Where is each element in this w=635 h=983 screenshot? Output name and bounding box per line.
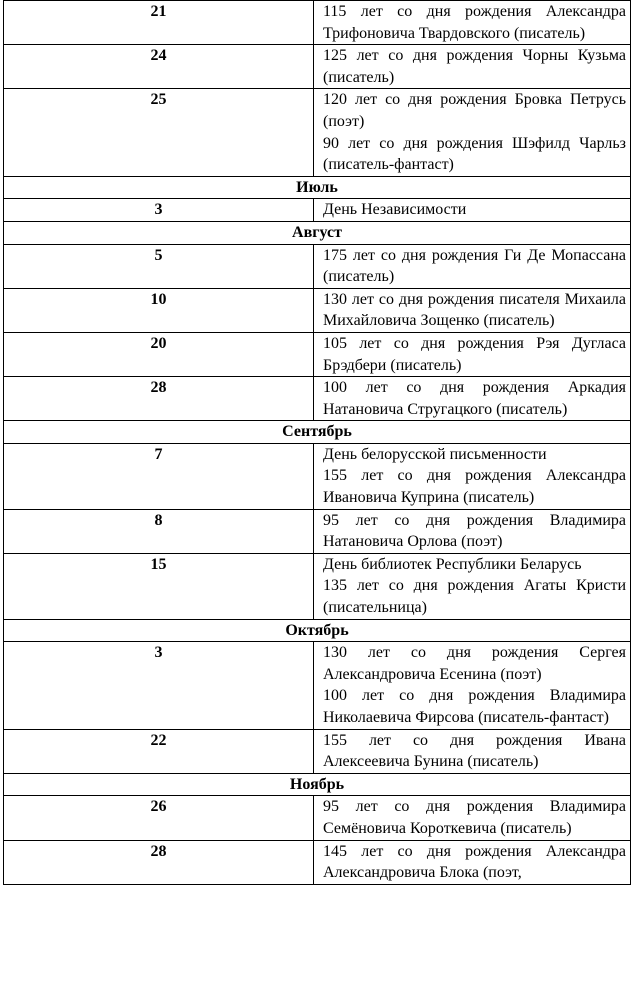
event-cell — [314, 89, 631, 176]
event-text: 115 лет со дня рождения Александра Трифоновича Твардовского (писатель) — [323, 3, 626, 42]
event-cell — [314, 199, 631, 222]
event-text: 175 лет со дня рождения Ги Де Мопассана (писатель) — [323, 246, 626, 286]
day-cell: 7 — [4, 443, 314, 509]
event-text: 90 лет со дня рождения Шэфилд Чарльз (писатель-фантаст) — [323, 134, 626, 174]
event-text: 95 лет со дня рождения Владимира Натановича Орлова (поэт) — [323, 511, 626, 551]
day-cell: 20 — [4, 332, 314, 376]
event-cell — [314, 45, 631, 89]
month-header-row — [4, 619, 631, 642]
event-text: 120 лет со дня рождения Бровка Петрусь (поэт) — [323, 91, 626, 130]
event-text: 145 лет со дня рождения Александра Александровича Блока (поэт, — [323, 842, 626, 882]
table-row — [4, 729, 631, 773]
event-cell — [314, 332, 631, 376]
table-row — [4, 443, 631, 509]
table-row — [4, 840, 631, 884]
day-cell: 28 — [4, 377, 314, 421]
table-row — [4, 332, 631, 376]
event-cell — [314, 244, 631, 288]
table-row — [4, 509, 631, 553]
event-cell — [314, 642, 631, 729]
event-cell — [314, 377, 631, 421]
event-cell — [314, 553, 631, 619]
month-header-row — [4, 176, 631, 199]
table-row — [4, 553, 631, 619]
event-cell — [314, 796, 631, 840]
event-text: День библиотек Республики Беларусь — [323, 555, 582, 573]
day-cell: 5 — [4, 244, 314, 288]
month-header-row — [4, 421, 631, 444]
event-cell — [314, 509, 631, 553]
table-row — [4, 288, 631, 332]
day-cell: 3 — [4, 199, 314, 222]
event-text: 100 лет со дня рождения Аркадия Натановича Стругацкого (писатель) — [323, 379, 626, 418]
day-cell: 3 — [4, 642, 314, 729]
day-cell: 8 — [4, 509, 314, 553]
event-cell — [314, 288, 631, 332]
day-cell: 15 — [4, 553, 314, 619]
event-text: 95 лет со дня рождения Владимира Семёновича Короткевича (писатель) — [323, 798, 626, 837]
event-text: 125 лет со дня рождения Чорны Кузьма (писатель) — [323, 47, 626, 86]
event-text: День белорусской письменности — [323, 445, 547, 463]
event-text: 100 лет со дня рождения Владимира Николаевича Фирсова (писатель-фантаст) — [323, 687, 626, 726]
month-header: Ноябрь — [4, 773, 631, 796]
anniversary-calendar-table — [3, 0, 631, 885]
table-row — [4, 377, 631, 421]
day-cell: 22 — [4, 729, 314, 773]
table-row — [4, 45, 631, 89]
event-text: День Независимости — [323, 201, 467, 219]
event-text: 105 лет со дня рождения Рэя Дугласа Брэдбери (писатель) — [323, 334, 626, 374]
event-cell — [314, 729, 631, 773]
month-header: Сентябрь — [4, 421, 631, 444]
day-cell: 26 — [4, 796, 314, 840]
event-text: 130 лет со дня рождения Сергея Александровича Есенина (поэт) — [323, 644, 626, 683]
table-row — [4, 796, 631, 840]
table-row — [4, 199, 631, 222]
month-header-row — [4, 221, 631, 244]
event-cell — [314, 443, 631, 509]
table-row — [4, 244, 631, 288]
month-header: Октябрь — [4, 619, 631, 642]
month-header: Июль — [4, 176, 631, 199]
event-text: 135 лет со дня рождения Агаты Кристи (писательница) — [323, 577, 626, 617]
table-row — [4, 642, 631, 729]
day-cell: 25 — [4, 89, 314, 176]
day-cell: 28 — [4, 840, 314, 884]
table-row — [4, 1, 631, 45]
day-cell: 24 — [4, 45, 314, 89]
day-cell: 21 — [4, 1, 314, 45]
month-header: Август — [4, 221, 631, 244]
day-cell: 10 — [4, 288, 314, 332]
table-row — [4, 89, 631, 176]
event-cell — [314, 840, 631, 884]
month-header-row — [4, 773, 631, 796]
event-text: 155 лет со дня рождения Ивана Алексеевича Бунина (писатель) — [323, 731, 626, 771]
event-text: 155 лет со дня рождения Александра Ивановича Куприна (писатель) — [323, 467, 626, 507]
event-cell — [314, 1, 631, 45]
event-text: 130 лет со дня рождения писателя Михаила Михайловича Зощенко (писатель) — [323, 290, 626, 330]
